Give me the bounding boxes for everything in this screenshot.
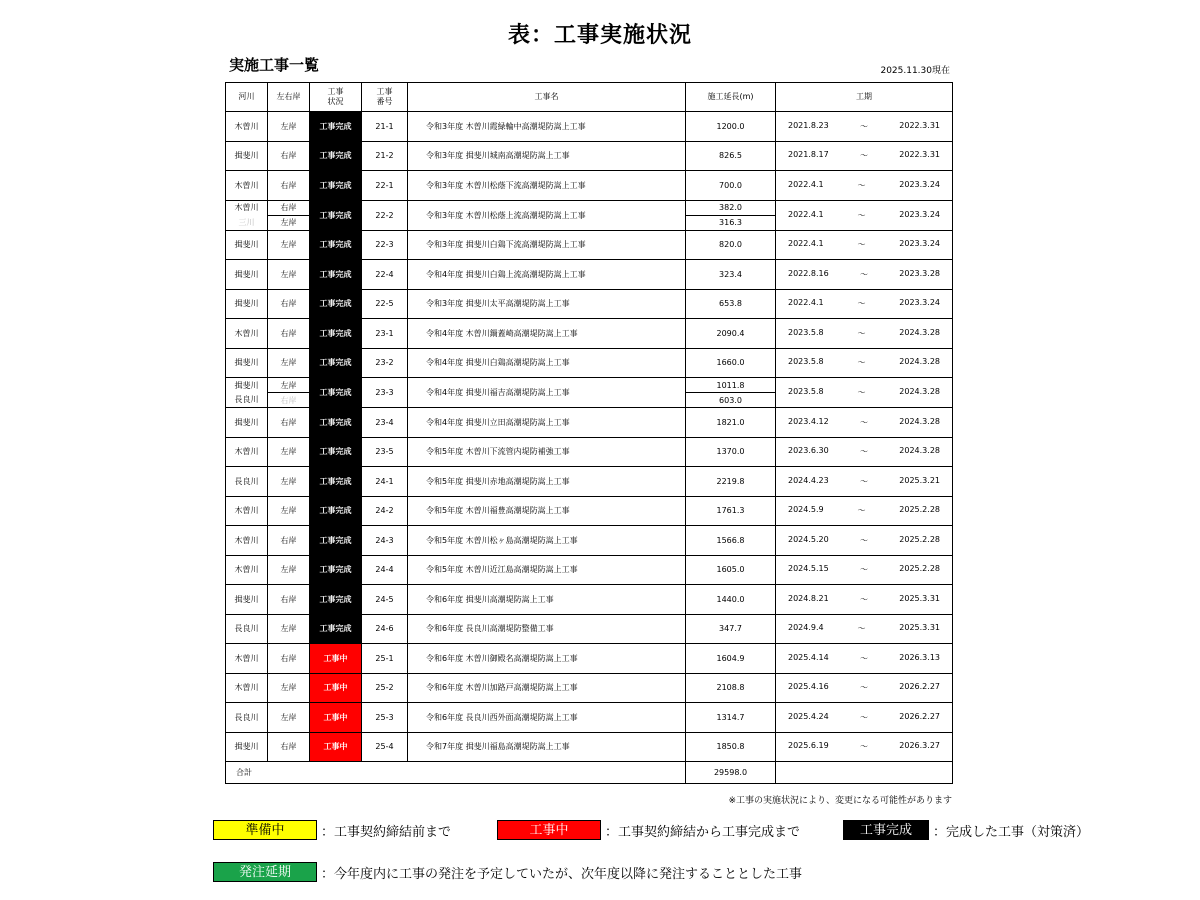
work-length [686,200,776,230]
bank-value: 右岸 [268,201,309,216]
bank-cell: 右岸 [268,585,310,615]
work-period [776,260,953,290]
river-cell [226,378,268,408]
header-length: 施工延長(m) [686,83,776,112]
work-period [776,555,953,585]
status-badge: 工事完成 [310,230,362,260]
period-tilde: 〜 [860,121,868,131]
status-badge: 工事完成 [310,141,362,171]
period-tilde: 〜 [857,358,866,368]
river-cell: 揖斐川 [226,230,268,260]
period-start: 2022.4.1 [788,209,824,219]
work-number: 23-3 [362,378,408,408]
work-period [776,171,953,201]
work-name: 令和6年度 木曽川御殿名高潮堤防嵩上工事 [408,644,686,674]
work-length: 323.4 [686,260,776,290]
legend-delay [213,862,802,882]
period-tilde: 〜 [860,151,868,161]
table-body [226,112,953,784]
period-start: 2021.8.23 [788,120,829,130]
period-start: 2024.8.21 [788,593,829,603]
river-value-2: 長良川 [234,395,259,405]
period-tilde: 〜 [860,742,868,752]
as-of-date: 2025.11.30現在 [880,66,950,76]
period-tilde: 〜 [860,712,868,722]
river-cell: 長良川 [226,614,268,644]
period-tilde: 〜 [860,535,868,545]
period-end: 2026.3.27 [899,741,940,751]
period-tilde: 〜 [860,565,868,575]
table-row [226,467,953,497]
period-tilde: 〜 [860,594,868,604]
total-length: 29598.0 [686,762,776,784]
period-end: 2023.3.24 [899,298,940,308]
period-end: 2025.3.31 [899,593,940,603]
period-tilde: 〜 [857,299,866,309]
river-cell: 木曽川 [226,555,268,585]
period-tilde: 〜 [857,240,866,250]
river-cell: 揖斐川 [226,348,268,378]
bank-cell [268,200,310,230]
work-name: 令和7年度 揖斐川福島高潮堤防嵩上工事 [408,732,686,762]
work-name: 令和4年度 揖斐川立田高潮堤防嵩上工事 [408,408,686,438]
bank-cell: 左岸 [268,555,310,585]
table-row [226,319,953,349]
work-period [776,408,953,438]
status-badge: 工事中 [310,644,362,674]
river-cell: 木曽川 [226,526,268,556]
work-period [776,703,953,733]
work-name: 令和4年度 揖斐川福吉高潮堤防嵩上工事 [408,378,686,408]
bank-cell: 右岸 [268,408,310,438]
work-length: 700.0 [686,171,776,201]
river-cell: 揖斐川 [226,732,268,762]
table-row [226,703,953,733]
period-start: 2022.8.16 [788,268,829,278]
period-start: 2025.6.19 [788,741,829,751]
bank-cell: 右岸 [268,526,310,556]
table-row [226,614,953,644]
work-period [776,526,953,556]
period-end: 2022.3.31 [899,120,940,130]
table-row [226,141,953,171]
work-length: 1821.0 [686,408,776,438]
bank-cell [268,378,310,408]
river-cell: 長良川 [226,703,268,733]
work-name: 令和4年度 揖斐川白鶏上流高潮堤防嵩上工事 [408,260,686,290]
page-title: 表：工事実施状況 [507,23,692,48]
table-row [226,230,953,260]
period-start: 2024.5.20 [788,534,829,544]
period-end: 2025.3.31 [899,623,940,633]
work-length: 653.8 [686,289,776,319]
river-cell: 木曽川 [226,112,268,142]
work-number: 21-1 [362,112,408,142]
header-status: 工事 状況 [310,83,362,112]
period-end: 2025.2.28 [899,564,940,574]
period-end: 2024.3.28 [899,416,940,426]
period-start: 2022.4.1 [788,239,824,249]
river-cell: 木曽川 [226,437,268,467]
status-badge: 工事完成 [310,171,362,201]
work-number: 23-5 [362,437,408,467]
work-name: 令和3年度 揖斐川太平高潮堤防嵩上工事 [408,289,686,319]
work-length: 1314.7 [686,703,776,733]
work-name: 令和3年度 揖斐川城南高潮堤防嵩上工事 [408,141,686,171]
bank-cell: 左岸 [268,112,310,142]
table-row [226,555,953,585]
work-number: 25-4 [362,732,408,762]
work-number: 24-3 [362,526,408,556]
work-number: 25-3 [362,703,408,733]
legend-progress-desc: ：工事契約締結から工事完成まで [605,824,801,840]
bank-cell: 右岸 [268,732,310,762]
length-value: 1011.8 [686,378,775,393]
period-tilde: 〜 [860,653,868,663]
work-period [776,200,953,230]
work-length: 1605.0 [686,555,776,585]
work-number: 23-2 [362,348,408,378]
river-value: 揖斐川 [234,380,259,390]
length-value: 382.0 [686,201,775,216]
work-length: 1660.0 [686,348,776,378]
period-end: 2023.3.24 [899,239,940,249]
status-badge: 工事完成 [310,378,362,408]
bank-value: 左岸 [268,378,309,393]
bank-cell: 左岸 [268,614,310,644]
river-cell [226,200,268,230]
period-end: 2023.3.24 [899,209,940,219]
table-row [226,289,953,319]
table-row [226,171,953,201]
work-length: 1440.0 [686,585,776,615]
work-name: 令和6年度 長良川高潮堤防整備工事 [408,614,686,644]
bank-cell: 右岸 [268,289,310,319]
work-length: 820.0 [686,230,776,260]
header-bank: 左右岸 [268,83,310,112]
work-length: 1604.9 [686,644,776,674]
bank-value-2: 右岸 [280,395,297,405]
work-length: 2219.8 [686,467,776,497]
work-name: 令和6年度 長良川西外面高潮堤防嵩上工事 [408,703,686,733]
bank-cell: 右岸 [268,644,310,674]
river-cell: 揖斐川 [226,141,268,171]
legend-done [843,820,1089,840]
work-number: 24-5 [362,585,408,615]
work-period [776,732,953,762]
work-period [776,437,953,467]
period-tilde: 〜 [860,269,868,279]
work-number: 21-2 [362,141,408,171]
work-length [686,378,776,408]
period-end: 2024.3.28 [899,327,940,337]
work-number: 23-4 [362,408,408,438]
works-table [225,82,953,784]
status-badge: 工事中 [310,732,362,762]
period-end: 2022.3.31 [899,150,940,160]
work-period [776,496,953,526]
work-period [776,614,953,644]
bank-cell: 右岸 [268,141,310,171]
status-badge: 工事完成 [310,112,362,142]
table-row [226,437,953,467]
work-number: 23-1 [362,319,408,349]
table-row [226,644,953,674]
legend-done-desc: ：完成した工事（対策済） [933,824,1090,840]
period-start: 2023.4.12 [788,416,829,426]
bank-cell: 左岸 [268,260,310,290]
period-tilde: 〜 [860,476,868,486]
bank-cell: 左岸 [268,437,310,467]
work-number: 24-4 [362,555,408,585]
work-number: 24-2 [362,496,408,526]
period-tilde: 〜 [857,624,866,634]
status-badge: 工事完成 [310,408,362,438]
work-number: 22-2 [362,200,408,230]
header-river: 河川 [226,83,268,112]
bank-cell: 左岸 [268,496,310,526]
river-cell: 木曽川 [226,171,268,201]
total-row [226,762,953,784]
work-number: 24-6 [362,614,408,644]
work-period [776,289,953,319]
work-period [776,585,953,615]
table-header-row [226,83,953,112]
period-start: 2025.4.24 [788,711,829,721]
work-name: 令和5年度 木曽川近江島高潮堤防嵩上工事 [408,555,686,585]
work-length: 2108.8 [686,673,776,703]
river-cell: 木曽川 [226,673,268,703]
work-period [776,644,953,674]
work-number: 22-1 [362,171,408,201]
river-cell: 木曽川 [226,644,268,674]
status-badge: 工事完成 [310,260,362,290]
work-name: 令和4年度 木曽川鍋蓋崎高潮堤防嵩上工事 [408,319,686,349]
table-row [226,378,953,408]
header-name: 工事名 [408,83,686,112]
period-tilde: 〜 [857,210,866,220]
status-badge: 工事完成 [310,289,362,319]
work-length: 1200.0 [686,112,776,142]
work-length: 1850.8 [686,732,776,762]
bank-cell: 右岸 [268,171,310,201]
bank-cell: 左岸 [268,230,310,260]
disclaimer-note: ※工事の実施状況により、変更になる可能性があります [728,796,952,806]
work-length: 347.7 [686,614,776,644]
period-tilde: 〜 [860,417,868,427]
legend-done-swatch: 工事完成 [843,820,929,840]
work-name: 令和4年度 揖斐川白鶏高潮堤防嵩上工事 [408,348,686,378]
legend-delay-desc: ：今年度内に工事の発注を予定していたが、次年度以降に発注することとした工事 [321,866,803,882]
period-tilde: 〜 [860,447,868,457]
bank-cell: 右岸 [268,319,310,349]
work-number: 25-2 [362,673,408,703]
work-period [776,230,953,260]
period-tilde: 〜 [857,388,866,397]
work-period [776,673,953,703]
river-value: 木曽川 [234,203,259,213]
legend-progress [497,820,800,840]
river-cell: 木曽川 [226,319,268,349]
period-tilde: 〜 [857,328,866,338]
work-number: 22-3 [362,230,408,260]
work-name: 令和3年度 木曽川霞緑輪中高潮堤防嵩上工事 [408,112,686,142]
work-name: 令和5年度 木曽川下流管内堤防補強工事 [408,437,686,467]
status-badge: 工事完成 [310,585,362,615]
bank-value-2: 左岸 [280,218,297,227]
period-start: 2023.5.8 [788,357,824,367]
river-value-2: 三川 [238,217,255,227]
period-end: 2024.3.28 [899,387,940,396]
work-period [776,348,953,378]
status-badge: 工事完成 [310,526,362,556]
period-end: 2023.3.28 [899,268,940,278]
period-start: 2024.9.4 [788,623,824,633]
work-period [776,141,953,171]
work-period [776,112,953,142]
river-cell: 揖斐川 [226,289,268,319]
legend-prep-desc: ：工事契約締結前まで [321,824,452,840]
work-number: 22-5 [362,289,408,319]
length-value-2: 316.3 [719,218,742,227]
period-end: 2026.2.27 [899,711,940,721]
period-start: 2022.4.1 [788,179,824,189]
table-subtitle: 実施工事一覧 [229,56,320,74]
table-row [226,732,953,762]
status-badge: 工事完成 [310,319,362,349]
legend-delay-swatch: 発注延期 [213,862,317,882]
work-length: 2090.4 [686,319,776,349]
header-period: 工期 [776,83,953,112]
table-row [226,585,953,615]
table-row [226,673,953,703]
period-end: 2025.2.28 [899,534,940,544]
work-name: 令和3年度 木曽川松蔭上流高潮堤防嵩上工事 [408,200,686,230]
river-cell: 揖斐川 [226,408,268,438]
work-name: 令和5年度 木曽川松ヶ島高潮堤防嵩上工事 [408,526,686,556]
work-number: 25-1 [362,644,408,674]
bank-cell: 左岸 [268,703,310,733]
status-badge: 工事完成 [310,496,362,526]
period-end: 2025.2.28 [899,505,940,515]
period-end: 2023.3.24 [899,179,940,189]
table-row [226,112,953,142]
work-number: 24-1 [362,467,408,497]
status-badge: 工事完成 [310,614,362,644]
table-row [226,526,953,556]
work-period [776,467,953,497]
legend-prep-swatch: 準備中 [213,820,317,840]
work-name: 令和6年度 揖斐川高潮堤防嵩上工事 [408,585,686,615]
work-length: 1566.8 [686,526,776,556]
work-name: 令和5年度 揖斐川赤地高潮堤防嵩上工事 [408,467,686,497]
period-start: 2023.5.8 [788,327,824,337]
table-row [226,496,953,526]
period-start: 2023.6.30 [788,446,829,456]
period-start: 2024.5.15 [788,564,829,574]
bank-cell: 左岸 [268,348,310,378]
legend-progress-swatch: 工事中 [497,820,601,840]
status-badge: 工事完成 [310,200,362,230]
table-row [226,408,953,438]
period-start: 2025.4.14 [788,652,829,662]
work-length: 1370.0 [686,437,776,467]
table-row [226,348,953,378]
total-label: 合計 [226,762,686,784]
total-period-empty [776,762,953,784]
work-name: 令和3年度 木曽川松蔭下流高潮堤防嵩上工事 [408,171,686,201]
period-start: 2023.5.8 [788,387,824,396]
work-period [776,378,953,408]
period-tilde: 〜 [857,506,866,516]
river-cell: 揖斐川 [226,260,268,290]
status-badge: 工事完成 [310,348,362,378]
period-start: 2022.4.1 [788,298,824,308]
status-badge: 工事中 [310,703,362,733]
bank-cell: 左岸 [268,673,310,703]
river-cell: 揖斐川 [226,585,268,615]
header-no: 工事 番号 [362,83,408,112]
period-tilde: 〜 [860,683,868,693]
work-name: 令和6年度 木曽川加路戸高潮堤防嵩上工事 [408,673,686,703]
period-start: 2025.4.16 [788,682,829,692]
period-end: 2024.3.28 [899,357,940,367]
work-period [776,319,953,349]
period-end: 2026.2.27 [899,682,940,692]
river-cell: 木曽川 [226,496,268,526]
period-start: 2024.5.9 [788,505,824,515]
work-number: 22-4 [362,260,408,290]
legend-prep [213,820,451,840]
bank-cell: 左岸 [268,467,310,497]
table-row [226,260,953,290]
length-value-2: 603.0 [719,395,742,405]
status-badge: 工事中 [310,673,362,703]
work-name: 令和3年度 揖斐川白鶏下流高潮堤防嵩上工事 [408,230,686,260]
period-end: 2026.3.13 [899,652,940,662]
status-badge: 工事完成 [310,555,362,585]
work-name: 令和5年度 木曽川福豊高潮堤防嵩上工事 [408,496,686,526]
period-tilde: 〜 [857,180,866,190]
period-end: 2025.3.21 [899,475,940,485]
table-row [226,200,953,230]
status-badge: 工事完成 [310,467,362,497]
period-start: 2021.8.17 [788,150,829,160]
status-badge: 工事完成 [310,437,362,467]
work-length: 1761.3 [686,496,776,526]
river-cell: 長良川 [226,467,268,497]
work-length: 826.5 [686,141,776,171]
period-end: 2024.3.28 [899,446,940,456]
period-start: 2024.4.23 [788,475,829,485]
